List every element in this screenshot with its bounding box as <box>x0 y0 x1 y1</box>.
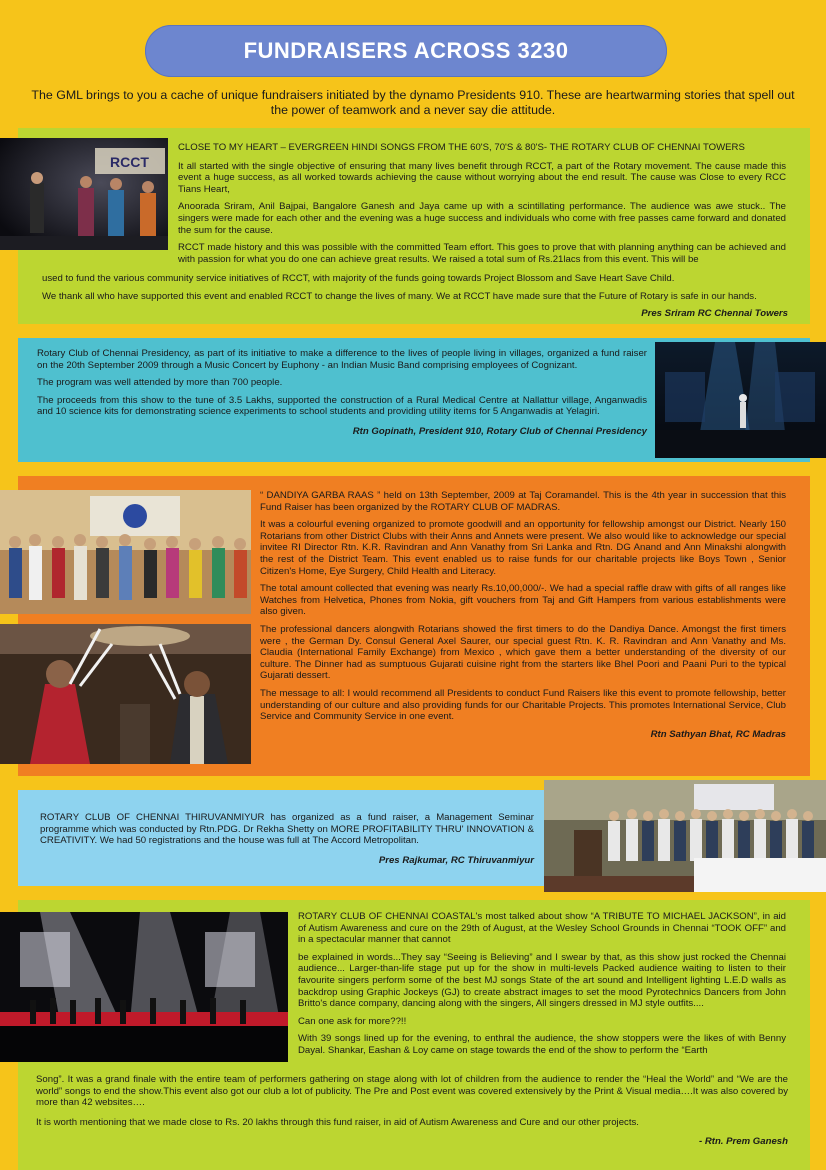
story1-heading: CLOSE TO MY HEART – EVERGREEN HINDI SONGS FROM THE 60'S, 70'S & 80'S- THE ROTARY CLUB OF CHENNAI TOWERS <box>178 142 745 153</box>
intro-text: The GML brings to you a cache of unique fundraisers initiated by the dynamo Presidents 910. These are heartwarming stories that spell out the power of teamwork and a never say die attitude. <box>31 88 795 117</box>
story3-paragraph-4: The professional dancers alongwith Rotarians showed the first timers to do the Dandiya Dance. Amongst the first timers were , the German Dy. Consul General Axel Saurer, our special guest Rtn. K. R. Ravindran and Ann Vanathy and Ms. Claudia (International Family Exchange) from Mexico , which gave them a better understanding of the diversity of our culture. The Dinner had as sumptuous Gujarati cuisine right from the starters like Bhel Poori and Paani Puri to the typical Gujarati dessert. <box>260 623 786 682</box>
story1-paragraph-3a: RCCT made history and this was possible with the committed Team effort. This goes to prove that with planning anything can be achieved and with passion for what you do one can achieve great results. We raised a total sum of Rs.21lacs from this event. This will be <box>178 242 786 265</box>
page-title: FUNDRAISERS ACROSS 3230 <box>145 25 667 77</box>
story5-paragraph-4a: With 39 songs lined up for the evening, to enthral the audience, the show stoppers were the likes of with Benny Dayal. Shankar, Eashan & Loy came on stage towards the end of the show to perform the “Earth <box>298 1033 786 1056</box>
story5-paragraph-3: Can one ask for more??!! <box>298 1015 407 1027</box>
story5-paragraph-2: be explained in words...They say “Seeing is Believing” and I swear by that, as this show just rocked the Chennai audience... Larger-than-life stage put up for the show in multi-levels Packed audience waiting to listen to their favourite singers perform some of the best MJ songs State of the art sound and Intelligent lighting L.E.D walls as backdrop using Graphic Jockeys (GJ) to create abstract images to set the mood Pyrotechnics Dancers from John Britto's dance company, dancing along with the singers, All singers dressed in MJ style outfits.... <box>298 951 786 1010</box>
rcct-banner-text: RCCT <box>110 154 149 170</box>
story5-paragraph-4b: Song”. It was a grand finale with the entire team of performers gathering on stage along with lot of children from the audience to render the “Heal the World” and “We are the world” songs to end the show.This event also got our club a lot of publicity. The Pre and Post event was covered extensively by the Print & Visual media….It was also covered by more than 42 websites…. <box>36 1074 788 1109</box>
story2-paragraph-1: Rotary Club of Chennai Presidency, as part of its initiative to make a difference to the lives of people living in villages, organized a fund raiser on the 20th September 2009 through a Music Concert by Euphony - an Indian Music Band comprising employees of Cognizant. <box>37 348 647 371</box>
story5-paragraph-1: ROTARY CLUB OF CHENNAI COASTAL's most talked about show “A TRIBUTE TO MICHAEL JACKSON”, in aid of Autism Awareness and cure on the 29th of August, at the Wesley School Grounds in Chennai “TOOK OFF” and in a spectacular manner that cannot <box>298 911 786 946</box>
story5-photo <box>0 912 288 1062</box>
story3-paragraph-5: The message to all: I would recommend all Presidents to conduct Fund Raisers like this event to promote fellowship, better understanding of our culture and also providing funds for our Charitable Projects. This promotes International Service, Club Service and Community Service in one event. <box>260 687 786 723</box>
story4-paragraph-1: ROTARY CLUB OF CHENNAI THIRUVANMIYUR has organized as a fund raiser, a Management Seminar programme which was conducted by Rtn.PDG. Dr Rekha Shetty on MORE PROFITABILITY THRU' INNOVATION & CREATIVITY. We had 50 registrations and the house was full at The Accord Metropolitan. <box>40 812 534 847</box>
story2-photo <box>655 342 826 458</box>
story5-paragraph-5: It is worth mentioning that we made close to Rs. 20 lakhs through this fund raiser, in aid of Autism Awareness and Cure and our other projects. <box>36 1116 639 1128</box>
story2-paragraph-2: The program was well attended by more than 700 people. <box>37 377 283 389</box>
story5-signature: - Rtn. Prem Ganesh <box>698 1136 788 1148</box>
story3-signature: Rtn Sathyan Bhat, RC Madras <box>650 728 786 740</box>
story1-paragraph-1: It all started with the single objective of ensuring that many lives benefit through RCCT, a part of the Rotary movement. The cause made this event a huge success, as all worked towards achieving the cause without worrying about the end result. The cause was Close to every RCC Tians Heart, <box>178 160 786 195</box>
story3-paragraph-3: The total amount collected that evening was nearly Rs.10,00,000/-. We had a special raffle draw with gifts of all ranges like Watches from Helvetica, Phones from Nokia, gift vouchers from Taj and Gift Hampers from various establishments were also given. <box>260 583 786 618</box>
story1-paragraph-2: Anoorada Sriram, Anil Bajpai, Bangalore Ganesh and Jaya came up with a scintillating performance. The audience was awe stuck.. The singers were made for each other and the evening was a huge success and individuals who come with free passes came forward and donated the sum for the cause. <box>178 201 786 236</box>
story2-signature: Rtn Gopinath, President 910, Rotary Club of Chennai Presidency <box>352 425 647 437</box>
story4-photo <box>544 780 826 892</box>
story3-paragraph-1: “ DANDIYA GARBA RAAS ” held on 13th September, 2009 at Taj Coramandel. This is the 4th year in succession that this Fund Raiser has been organized by the ROTARY CLUB OF MADRAS. <box>260 490 786 513</box>
story1-signature: Pres Sriram RC Chennai Towers <box>641 308 788 320</box>
story1-photo <box>0 138 168 250</box>
story2-paragraph-3: The proceeds from this show to the tune of 3.5 Lakhs, supported the construction of a Rural Medical Centre at Nallattur village, Anganwadis and 10 science kits for demonstrating science experiments to school students and providing utility items for 5 Anganwadis at Yelagiri. <box>37 394 647 418</box>
story3-photo-1 <box>0 490 251 614</box>
story1-paragraph-3b: used to fund the various community service initiatives of RCCT, with majority of the funds going towards Project Blossom and Save Heart Save Child. <box>42 273 675 284</box>
story3-photo-2 <box>0 624 251 764</box>
story3-paragraph-2: It was a colourful evening organized to promote goodwill and an opportunity for fellowship amongst our District. Nearly 150 Rotarians from other District Clubs with their Anns and Annets were present. We also would like to acknowledge our special invitee RI Director Rtn. K.R. Ravindran and Ann Vanathy from Sri Lanka and Rtn. DG Anand and Ann Minakshi alongwith the rest of the District Team. This event enabled us to raise funds for our charitable projects like Boys Town , Senior Citizen's Home, Eye Surgery, Child Health and Literacy. <box>260 519 786 577</box>
story1-paragraph-4: We thank all who have supported this event and enabled RCCT to change the lives of many. We at RCCT have made sure that the Future of Rotary is safe in our hands. <box>42 290 757 302</box>
story4-signature: Pres Rajkumar, RC Thiruvanmiyur <box>378 854 534 866</box>
